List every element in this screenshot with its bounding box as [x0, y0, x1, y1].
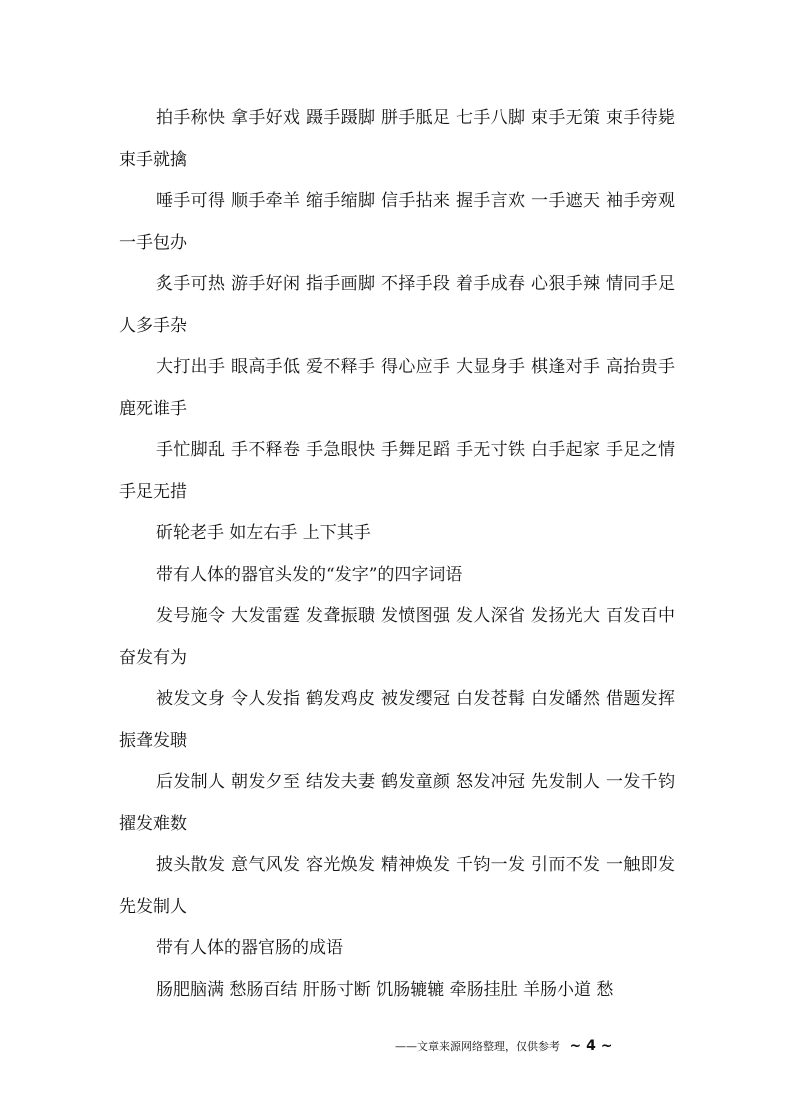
paragraph: 披头散发 意气风发 容光焕发 精神焕发 千钧一发 引而不发 一触即发 先发制人: [119, 855, 675, 917]
paragraph: 炙手可热 游手好闲 指手画脚 不择手段 着手成春 心狠手辣 情同手足 人多手杂: [119, 274, 675, 336]
paragraph: 肠肥脑满 愁肠百结 肝肠寸断 饥肠辘辘 牵肠挂肚 羊肠小道 愁: [156, 979, 614, 1000]
section-heading: 带有人体的器官头发的“发字”的四字词语: [156, 564, 463, 585]
footer-source-note: ——文章来源网络整理，仅供参考: [395, 1040, 560, 1053]
paragraph: 发号施令 大发雷霆 发聋振聩 发愤图强 发人深省 发扬光大 百发百中 奋发有为: [119, 606, 675, 668]
paragraph: 大打出手 眼高手低 爱不释手 得心应手 大显身手 棋逢对手 高抬贵手 鹿死谁手: [119, 357, 675, 419]
paragraph: 被发文身 令人发指 鹤发鸡皮 被发缨冠 白发苍髯 白发皤然 借题发挥 振聋发聩: [119, 689, 675, 751]
paragraph: 斫轮老手 如左右手 上下其手: [156, 523, 371, 543]
paragraph: 唾手可得 顺手牵羊 缩手缩脚 信手拈来 握手言欢 一手遮天 袖手旁观 一手包办: [119, 191, 675, 253]
paragraph: 手忙脚乱 手不释卷 手急眼快 手舞足蹈 手无寸铁 白手起家 手足之情 手足无措: [119, 440, 675, 502]
section-heading: 带有人体的器官肠的成语: [156, 938, 343, 958]
document-body: [119, 98, 675, 1011]
page-number: ~ 4 ~: [569, 1038, 613, 1054]
paragraph: 后发制人 朝发夕至 结发夫妻 鹤发童颜 怒发冲冠 先发制人 一发千钧 擢发难数: [119, 772, 675, 834]
page-footer: [395, 1038, 612, 1054]
paragraph: 拍手称快 拿手好戏 蹑手蹑脚 胼手胝足 七手八脚 束手无策 束手待毙 束手就擒: [119, 108, 675, 170]
